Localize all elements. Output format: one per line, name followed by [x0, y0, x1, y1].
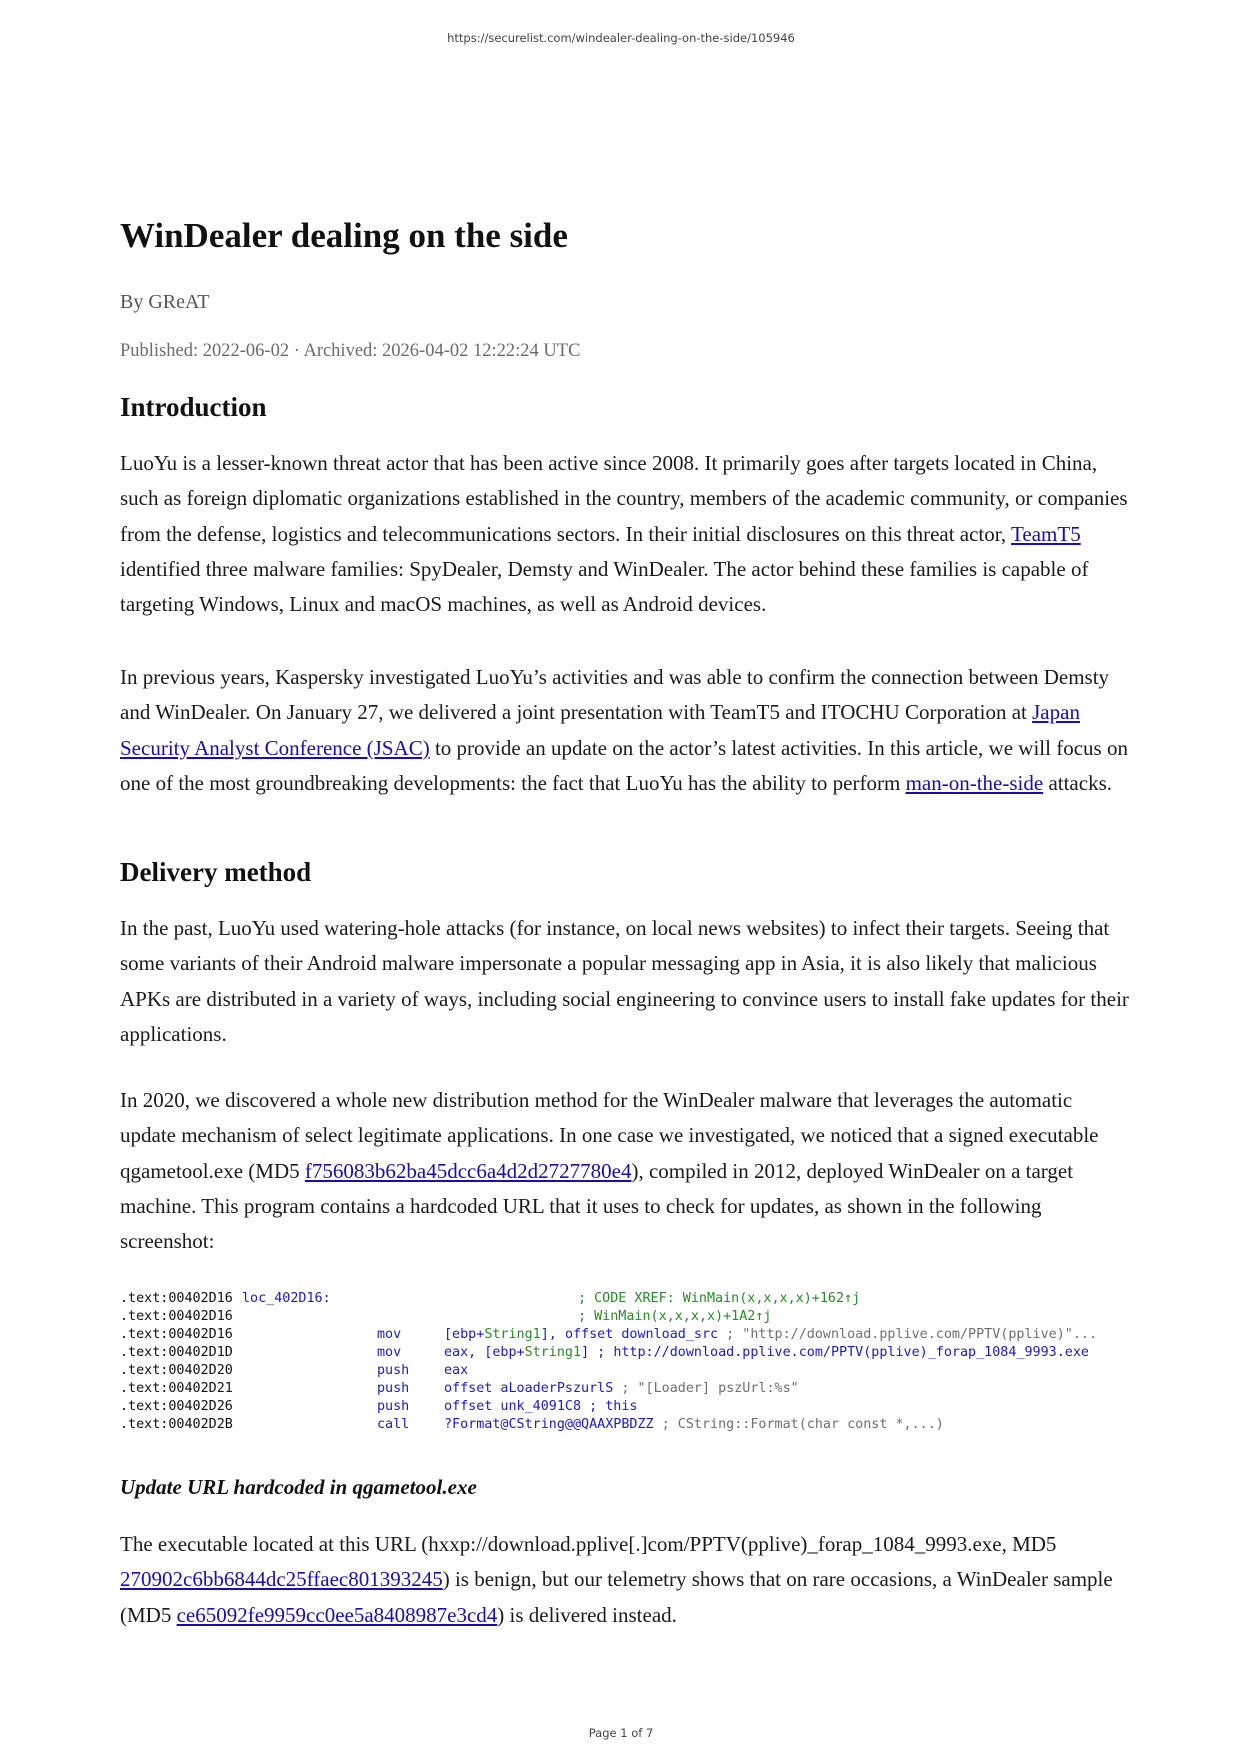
disassembly-screenshot [120, 1290, 1130, 1440]
code-line [120, 1398, 638, 1416]
code-line [120, 1326, 1098, 1344]
intro-p1-text-1: LuoYu is a lesser-known threat actor that has been active since 2008. It primarily goes after targets located in China, such as foreign diplomatic organizations established in the country, members of the academic community, or companies from the defense, logistics and telecommunications sectors. In their initial disclosures on this threat actor, [120, 451, 1128, 546]
delivery-paragraph-2 [120, 1083, 1130, 1259]
intro-paragraph-2 [120, 660, 1130, 801]
heading-introduction: Introduction [120, 392, 267, 422]
code-line [120, 1362, 469, 1380]
code-operands: eax [444, 1363, 469, 1378]
page-url-header: https://securelist.com/windealer-dealing-on-the-side/105946 [447, 31, 795, 45]
code-address: .text:00402D16 [120, 1327, 233, 1342]
code-address: .text:00402D16 [120, 1291, 233, 1306]
code-line [120, 1380, 799, 1398]
code-operands: offset aLoaderPszurlS ; "[Loader] pszUrl:%s" [444, 1381, 799, 1396]
code-opcode: push [377, 1381, 410, 1396]
code-opcode: call [377, 1417, 410, 1432]
delivery-p2-text-2: ), compiled in 2012, deployed WinDealer on a target machine. This program contains a hardcoded URL that it uses to check for updates, as shown in the following screenshot: [120, 1158, 1074, 1254]
code-address: .text:00402D1D [120, 1345, 233, 1360]
code-address: .text:00402D26 [120, 1399, 233, 1414]
link-teamt5[interactable]: TeamT5 [1011, 521, 1081, 546]
delivery-p3-text-1: The executable located at this URL (hxxp://download.pplive[.]com/PPTV(pplive)_forap_1084_9993.exe, MD5 [120, 1532, 1057, 1556]
code-comment: ; WinMain(x,x,x,x)+1A2↑j [578, 1309, 772, 1324]
code-address: .text:00402D21 [120, 1381, 233, 1396]
link-md5-qgametool[interactable]: f756083b62ba45dcc6a4d2d2727780e4 [304, 1158, 632, 1183]
article-title: WinDealer dealing on the side [120, 216, 568, 255]
article-meta: Published: 2022-06-02 · Archived: 2026-04-02 12:22:24 UTC [120, 341, 581, 361]
code-line [120, 1308, 772, 1326]
link-md5-windealer[interactable]: ce65092fe9959cc0ee5a8408987e3cd4 [176, 1602, 498, 1627]
link-md5-benign[interactable]: 270902c6bb6844dc25ffaec801393245 [120, 1567, 443, 1592]
code-operands: offset unk_4091C8 ; this [444, 1399, 638, 1414]
delivery-p2-text-1: In 2020, we discovered a whole new distribution method for the WinDealer malware that leverages the automatic update mechanism of select legitimate applications. In one case we investigated, we noticed that a signed executable qgametool.exe (MD5 [120, 1088, 1099, 1183]
code-address: .text:00402D16 [120, 1309, 233, 1324]
code-operands: [ebp+String1], offset download_src ; "http://download.pplive.com/PPTV(pplive)"... [444, 1327, 1098, 1342]
page-number-footer: Page 1 of 7 [588, 1726, 654, 1740]
code-address: .text:00402D2B [120, 1417, 233, 1432]
code-opcode: mov [377, 1345, 402, 1360]
code-opcode: push [377, 1363, 410, 1378]
delivery-paragraph-3 [120, 1527, 1130, 1633]
code-operands: ?Format@CString@@QAAXPBDZZ ; CString::Format(char const *,...) [444, 1417, 944, 1432]
delivery-paragraph-1: In the past, LuoYu used watering-hole attacks (for instance, on local news websites) to infect their targets. Seeing that some variants of their Android malware impersonate a popular messaging app in Asia, it is also likely that malicious APKs are distributed in a variety of ways, including social engineering to convince users to install fake updates for their applications. [120, 916, 1129, 1046]
intro-p2-text-2: to provide an update on the actor’s latest activities. In this article, we will focus on one of the most groundbreaking developments: the fact that LuoYu has the ability to perform [120, 735, 1128, 795]
link-man-on-the-side[interactable]: man-on-the-side [905, 770, 1044, 795]
intro-p1-text-2: identified three malware families: SpyDealer, Demsty and WinDealer. The actor behind these families is capable of targeting Windows, Linux and macOS machines, as well as Android devices. [120, 556, 1089, 617]
code-operands: eax, [ebp+String1] ; http://download.pplive.com/PPTV(pplive)_forap_1084_9993.exe [444, 1345, 1089, 1360]
figure-caption: Update URL hardcoded in qgametool.exe [120, 1475, 477, 1499]
code-comment: ; CODE XREF: WinMain(x,x,x,x)+162↑j [578, 1291, 861, 1306]
code-opcode: push [377, 1399, 410, 1414]
intro-p2-text-3: attacks. [1043, 770, 1112, 795]
code-line [120, 1416, 944, 1434]
article-byline: By GReAT [120, 291, 210, 313]
code-line [120, 1344, 1089, 1362]
code-line [120, 1290, 861, 1308]
intro-p2-text-1: In previous years, Kaspersky investigated LuoYu’s activities and was able to confirm the connection between Demsty and WinDealer. On January 27, we delivered a joint presentation with TeamT5 and ITOCHU Corporation at [120, 665, 1110, 725]
code-label: loc_402D16: [242, 1291, 331, 1306]
link-jsac[interactable]: Japan Security Analyst Conference (JSAC) [120, 700, 1080, 760]
delivery-p3-text-3: ) is delivered instead. [497, 1602, 677, 1627]
delivery-p3-text-2: ) is benign, but our telemetry shows that on rare occasions, a WinDealer sample (MD5 [120, 1567, 1113, 1627]
intro-paragraph-1 [120, 446, 1130, 622]
code-opcode: mov [377, 1327, 402, 1342]
code-address: .text:00402D20 [120, 1363, 233, 1378]
heading-delivery-method: Delivery method [120, 857, 312, 887]
